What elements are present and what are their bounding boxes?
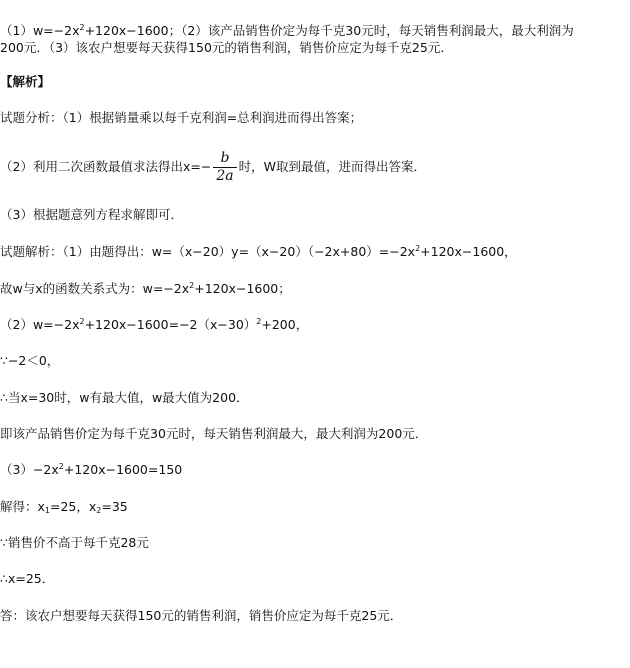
superscript: 2 [79, 317, 85, 326]
analysis-heading: 【解析】 [0, 74, 51, 89]
superscript: 2 [58, 462, 64, 471]
final-answer: 答：该农户想要每天获得150元的销售利润，销售价应定为每千克25元． [0, 608, 403, 623]
solution-line-9: ∵销售价不高于每千克28元 [0, 535, 149, 550]
answer-line-1 [0, 22, 574, 40]
solution-line-1 [0, 243, 517, 261]
solution-line-6: 即该产品销售价定为每千克30元时，每天销售利润最大，最大利润为200元． [0, 426, 428, 441]
solution-text: =25，x [50, 499, 97, 514]
solution-text: 试题解析：（1）由题得出：w=（x−20）y=（x−20）（−2x+80）=−2x [0, 244, 416, 259]
analysis-text: （2）利用二次函数最值求法得出x=− [0, 159, 212, 174]
fraction-denominator: 2a [216, 168, 234, 184]
fraction-b-over-2a [213, 150, 236, 185]
superscript: 2 [256, 317, 262, 326]
solution-text: +120x−1600=150 [63, 462, 183, 477]
solution-text: +120x−1600， [420, 244, 517, 259]
analysis-text: 时，W取到最值，进而得出答案． [238, 159, 426, 174]
answer-line-2: 200元．（3）该农户想要每天获得150元的销售利润，销售价应定为每千克25元． [0, 40, 453, 55]
superscript: 2 [189, 281, 195, 290]
solution-text: +200， [261, 317, 309, 332]
solution-line-4: ∵−2＜0， [0, 353, 60, 368]
solution-line-5: ∴当x=30时，w有最大值，w最大值为200． [0, 390, 249, 405]
solution-text: （2）w=−2x [0, 317, 80, 332]
superscript: 2 [79, 23, 85, 32]
solution-text: 故w与x的函数关系式为：w=−2x [0, 281, 190, 296]
solution-text: =35 [101, 499, 128, 514]
solution-text: +120x−1600； [194, 281, 291, 296]
superscript: 2 [415, 244, 421, 253]
solution-line-2 [0, 280, 291, 298]
answer-text: （1）w=−2x [0, 23, 80, 38]
solution-text: （3）−2x [0, 462, 59, 477]
solution-text: +120x−1600=−2（x−30） [84, 317, 257, 332]
solution-line-8 [0, 498, 128, 516]
subscript: 1 [44, 506, 50, 515]
analysis-step-2 [0, 148, 426, 186]
subscript: 2 [96, 506, 102, 515]
solution-line-3 [0, 316, 308, 334]
analysis-step-1: 试题分析：（1）根据销量乘以每千克利润=总利润进而得出答案； [0, 110, 363, 125]
answer-text: +120x−1600；（2）该产品销售价定为每千克30元时，每天销售利润最大，最大利润为 [84, 23, 574, 38]
analysis-step-3: （3）根据题意列方程求解即可． [0, 207, 183, 222]
solution-text: 解得：x [0, 499, 45, 514]
solution-line-10: ∴x=25． [0, 571, 55, 586]
solution-line-7 [0, 461, 182, 479]
fraction-numerator: b [220, 150, 230, 166]
